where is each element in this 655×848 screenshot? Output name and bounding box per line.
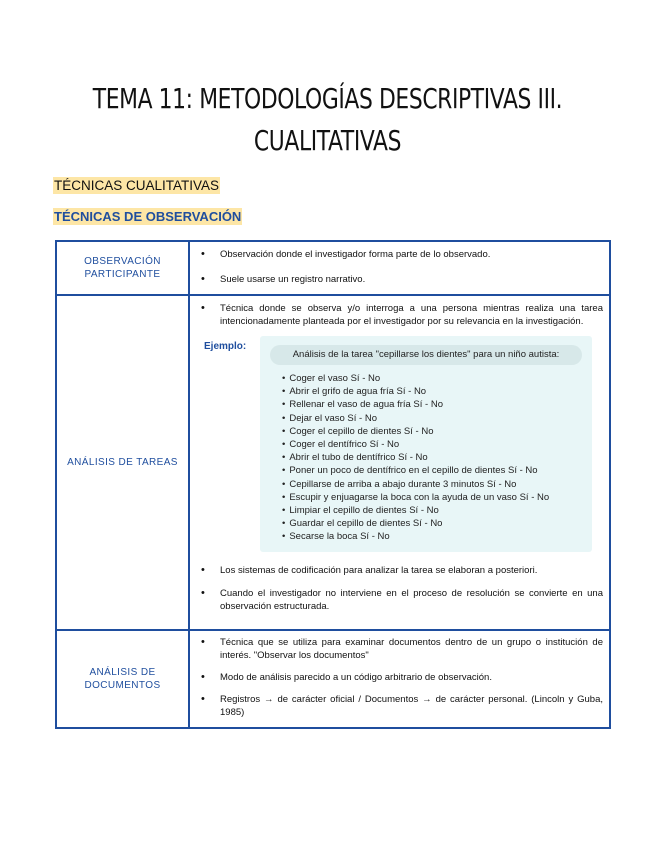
list-item: • Poner un poco de dentífrico en el cepillo de dientes Sí - No [282,464,549,477]
bullet-text: Técnica que se utiliza para examinar documentos dentro de un grupo o institución de interés. "Observar los documentos" [220,637,603,661]
list-item: • Coger el dentífrico Sí - No [282,438,549,451]
list-item: • Abrir el tubo de dentífrico Sí - No [282,451,549,464]
row-label-participant-observation [56,241,189,295]
list-item: • Abrir el grifo de agua fría Sí - No [282,385,549,398]
example-block [190,336,609,558]
row-content-task-analysis [189,295,610,630]
list-item: • Limpiar el cepillo de dientes Sí - No [282,504,549,517]
example-checklist [282,372,549,544]
example-label: Ejemplo: [204,341,247,352]
row-label-line: PARTICIPANTE [84,269,161,280]
list-item: • Secarse la boca Sí - No [282,530,549,543]
table-row [56,295,610,630]
bullet-icon: • [201,273,205,285]
list-item: • Rellenar el vaso de agua fría Sí - No [282,398,549,411]
list-item [200,302,603,328]
bullet-text: Los sistemas de codificación para analizar la tarea se elaboran a posteriori. [220,565,538,576]
example-box [260,336,592,552]
row-label-document-analysis [56,630,189,728]
bullet-icon: • [201,587,205,599]
list-item [200,636,603,662]
page-title-line-2: CUALITATIVAS [253,124,402,157]
row-content-document-analysis [189,630,610,728]
bullet-icon: • [201,248,205,260]
list-item [200,564,603,577]
list-item [200,671,603,684]
bullet-text: Cuando el investigador no interviene en el proceso de resolución se convierte en una observación estructurada. [220,588,603,612]
list-item [200,248,603,261]
list-item [200,273,603,286]
list-item: • Guardar el cepillo de dientes Sí - No [282,517,549,530]
bullet-text: Técnica donde se observa y/o interroga a una persona mientras realiza una tarea intencionadamente planteada por el investigador por su relevancia en la investigación. [220,303,603,327]
bullet-icon: • [201,671,205,683]
table-row [56,241,610,295]
list-item [200,587,603,613]
bullet-icon: • [201,564,205,576]
page-title-line-1: TEMA 11: METODOLOGÍAS DESCRIPTIVAS III. [92,82,563,115]
bullet-icon: • [201,302,205,314]
list-item: • Cepillarse de arriba a abajo durante 3 minutos Sí - No [282,478,549,491]
example-heading: Análisis de la tarea "cepillarse los dientes" para un niño autista: [270,345,582,365]
section-heading: TÉCNICAS CUALITATIVAS [54,178,220,193]
list-item: • Coger el cepillo de dientes Sí - No [282,425,549,438]
table-row [56,630,610,728]
bullet-icon: • [201,636,205,648]
list-item [200,693,603,719]
techniques-table [55,240,611,729]
list-item: • Escupir y enjuagarse la boca con la ayuda de un vaso Sí - No [282,491,549,504]
row-label-line: DOCUMENTOS [84,680,161,691]
row-label-task-analysis [56,295,189,630]
bullet-text: Registros → de carácter oficial / Documentos → de carácter personal. (Lincoln y Guba, 1985) [220,694,603,718]
row-content-participant-observation [189,241,610,295]
bullet-icon: • [201,693,205,705]
bullet-text: Observación donde el investigador forma parte de lo observado. [220,249,491,260]
list-item: • Dejar el vaso Sí - No [282,412,549,425]
row-label-line: ANÁLISIS DE [89,667,156,678]
subsection-heading: TÉCNICAS DE OBSERVACIÓN [54,209,242,224]
bullet-text: Suele usarse un registro narrativo. [220,274,366,285]
row-label-line: ANÁLISIS DE TAREAS [67,457,178,468]
bullet-text: Modo de análisis parecido a un código arbitrario de observación. [220,672,492,683]
list-item: • Coger el vaso Sí - No [282,372,549,385]
row-label-line: OBSERVACIÓN [84,256,161,267]
page-title [72,78,583,162]
